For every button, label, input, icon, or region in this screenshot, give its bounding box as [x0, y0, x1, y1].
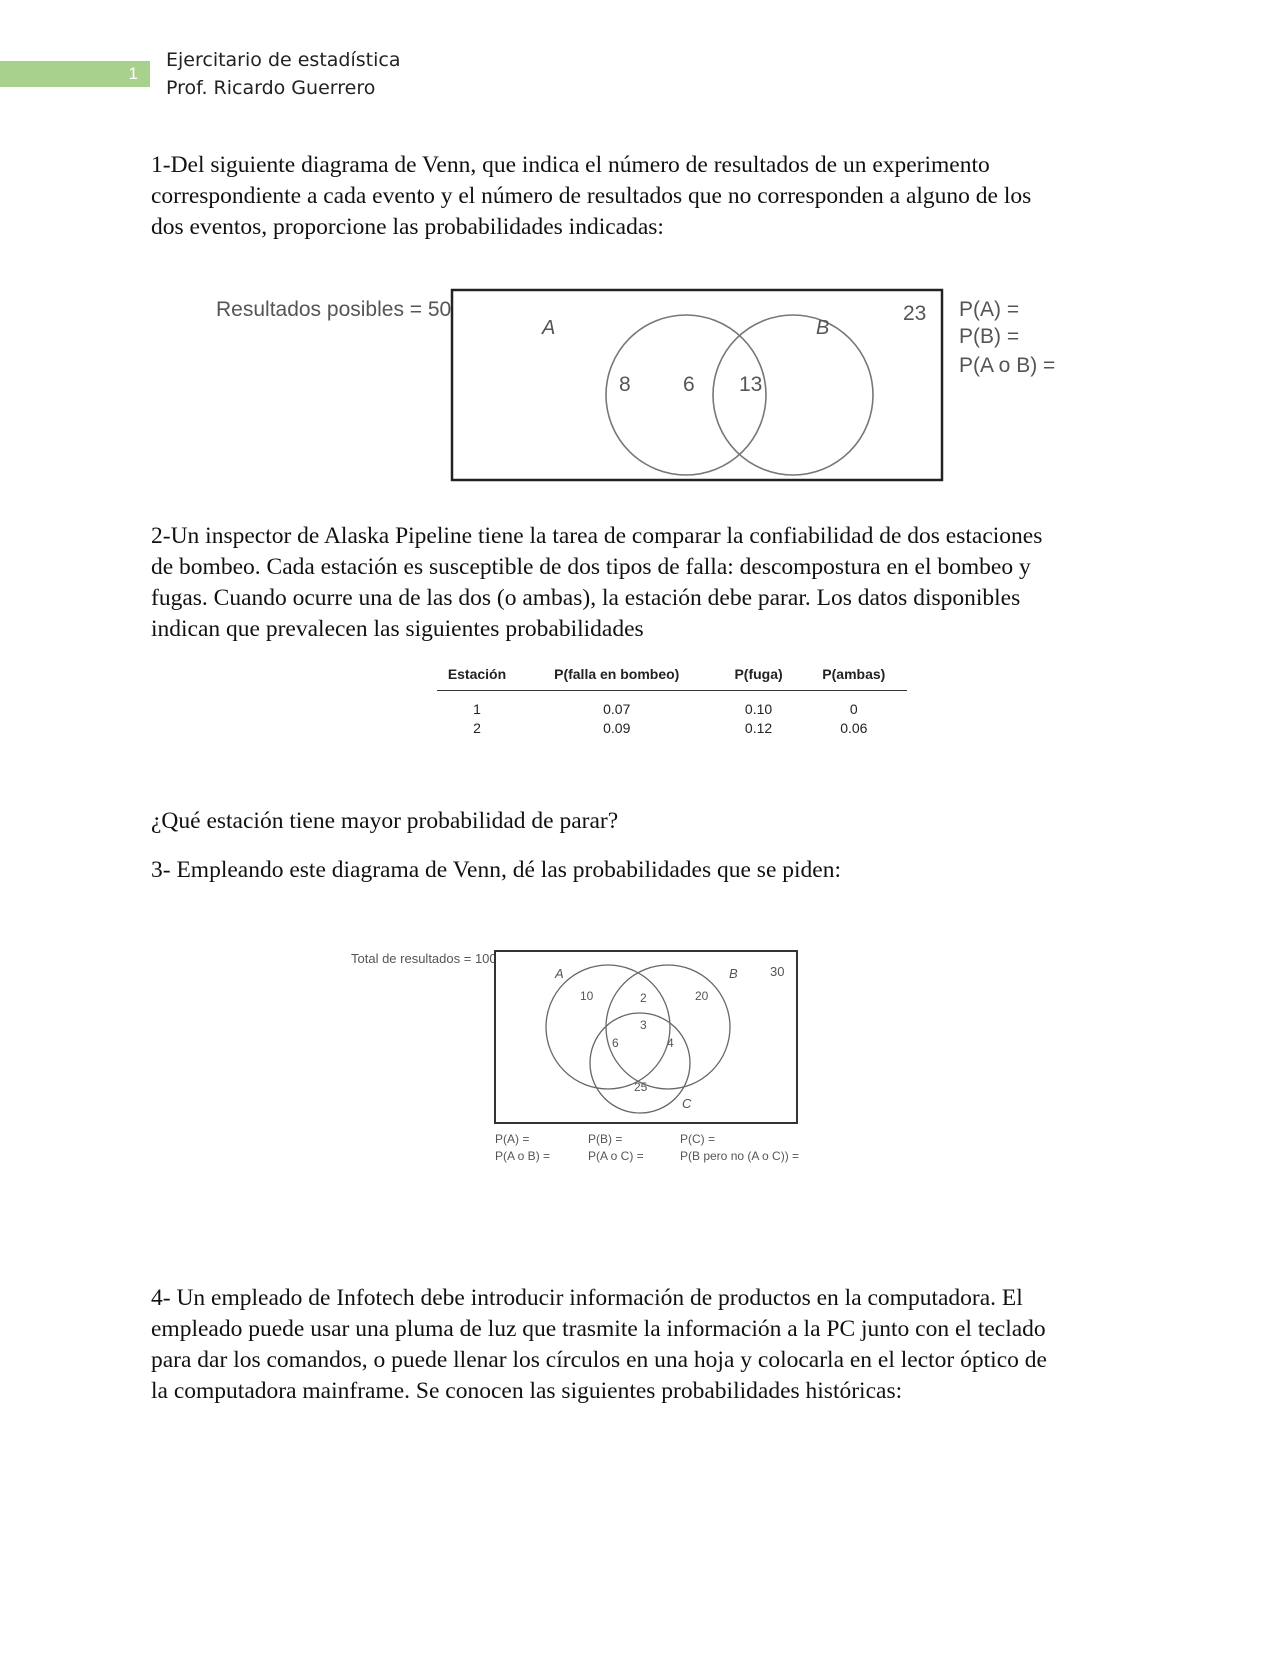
venn3-a-and-c: 6 — [612, 1036, 619, 1050]
text-line: empleado puede usar una pluma de luz que trasmite la información a la PC junto con el teclado — [151, 1316, 1046, 1342]
table-header-cell: P(falla en bombeo) — [517, 660, 716, 691]
text-line: la computadora mainframe. Se conocen las siguientes probabilidades históricas: — [151, 1378, 903, 1404]
venn3-circle-a — [546, 965, 670, 1089]
venn1-label-b: B — [816, 317, 830, 339]
venn1-only-b: 13 — [739, 373, 763, 396]
text-line: para dar los comandos, o puede llenar los círculos en una hoja y colocarla en el lector óptico de — [151, 1347, 1047, 1373]
venn1-circle-b — [713, 315, 873, 475]
venn-diagram-3 — [345, 945, 815, 1170]
venn1-only-a: 8 — [619, 373, 631, 396]
venn3-question-paob: P(A o B) = — [495, 1149, 551, 1163]
header-title: Ejercitario de estadística — [166, 49, 401, 71]
venn3-a-and-b: 2 — [640, 991, 647, 1005]
text-line: indican que prevalecen las siguientes probabilidades — [151, 616, 644, 642]
table-cell: 0.12 — [744, 720, 773, 736]
table-row — [437, 717, 907, 736]
venn3-question-pc: P(C) = — [680, 1132, 716, 1146]
venn3-label-a: A — [555, 966, 564, 981]
table-header-cell: P(ambas) — [801, 660, 907, 691]
venn3-universe-box — [495, 951, 797, 1123]
text-line: 2-Un inspector de Alaska Pipeline tiene la tarea de comparar la confiabilidad de dos estaciones — [151, 523, 1043, 549]
exercise-3-text: 3- Empleando este diagrama de Venn, dé las probabilidades que se piden: — [151, 857, 841, 883]
table-cell: 0.09 — [603, 720, 631, 736]
table-cell: 0 — [849, 701, 858, 717]
venn1-question-pb: P(B) = — [959, 325, 1020, 348]
venn3-question-pb: P(B) = — [588, 1132, 623, 1146]
table-header-row — [437, 660, 907, 691]
exercise-2-question: ¿Qué estación tiene mayor probabilidad de parar? — [151, 808, 619, 834]
text-line: correspondiente a cada evento y el número de resultados que no corresponden a alguno de los — [151, 183, 1032, 209]
exercise-1-text — [151, 150, 1151, 243]
text-line: 4- Un empleado de Infotech debe introducir información de productos en la computadora. El — [151, 1285, 1023, 1311]
venn3-question-pb-not-a-or-c: P(B pero no (A o C)) = — [680, 1149, 800, 1163]
venn-diagram-1 — [200, 278, 1080, 486]
table-cell: 2 — [473, 720, 481, 736]
venn3-a-b-c: 3 — [640, 1018, 647, 1032]
venn3-circle-b — [606, 965, 730, 1089]
table-cell: 1 — [473, 701, 481, 717]
venn1-question-paob: P(A o B) = — [959, 354, 1056, 377]
venn3-question-pa: P(A) = — [495, 1132, 530, 1146]
table-header-cell: P(fuga) — [716, 660, 800, 691]
text-line: fugas. Cuando ocurre una de las dos (o ambas), la estación debe parar. Los datos disponibles — [151, 585, 1021, 611]
text-line: dos eventos, proporcione las probabilidades indicadas: — [151, 214, 664, 240]
table-row — [437, 691, 907, 718]
page-number: 1 — [0, 61, 150, 87]
venn1-label-a: A — [542, 317, 556, 339]
venn3-only-a: 10 — [580, 989, 594, 1003]
stations-probability-table — [437, 660, 907, 736]
venn3-outside: 30 — [770, 964, 785, 979]
venn1-outside: 23 — [903, 302, 927, 325]
table-cell: 0.06 — [840, 720, 868, 736]
venn1-question-pa: P(A) = — [959, 298, 1020, 321]
table-cell: 0.07 — [603, 701, 631, 717]
venn3-label-c: C — [682, 1096, 692, 1111]
venn3-total-label: Total de resultados = 100 — [351, 951, 497, 966]
venn3-question-paoc: P(A o C) = — [588, 1149, 644, 1163]
venn1-a-and-b: 6 — [683, 373, 695, 396]
venn3-b-and-c: 4 — [667, 1036, 674, 1050]
text-line: de bombeo. Cada estación es susceptible de dos tipos de falla: descompostura en el bombeo y — [151, 554, 1031, 580]
venn3-label-b: B — [729, 966, 738, 981]
header-author: Prof. Ricardo Guerrero — [166, 77, 376, 99]
venn1-universe-box — [452, 290, 942, 480]
venn3-only-c: 25 — [634, 1080, 648, 1094]
table-cell: 0.10 — [744, 701, 773, 717]
text-line: 1-Del siguiente diagrama de Venn, que indica el número de resultados de un experimento — [151, 152, 990, 178]
venn1-total-label: Resultados posibles = 50 — [216, 298, 452, 321]
table-header-cell: Estación — [437, 660, 517, 691]
exercise-4-text — [151, 1283, 1171, 1407]
venn3-only-b: 20 — [695, 989, 709, 1003]
exercise-2-text — [151, 521, 1171, 645]
